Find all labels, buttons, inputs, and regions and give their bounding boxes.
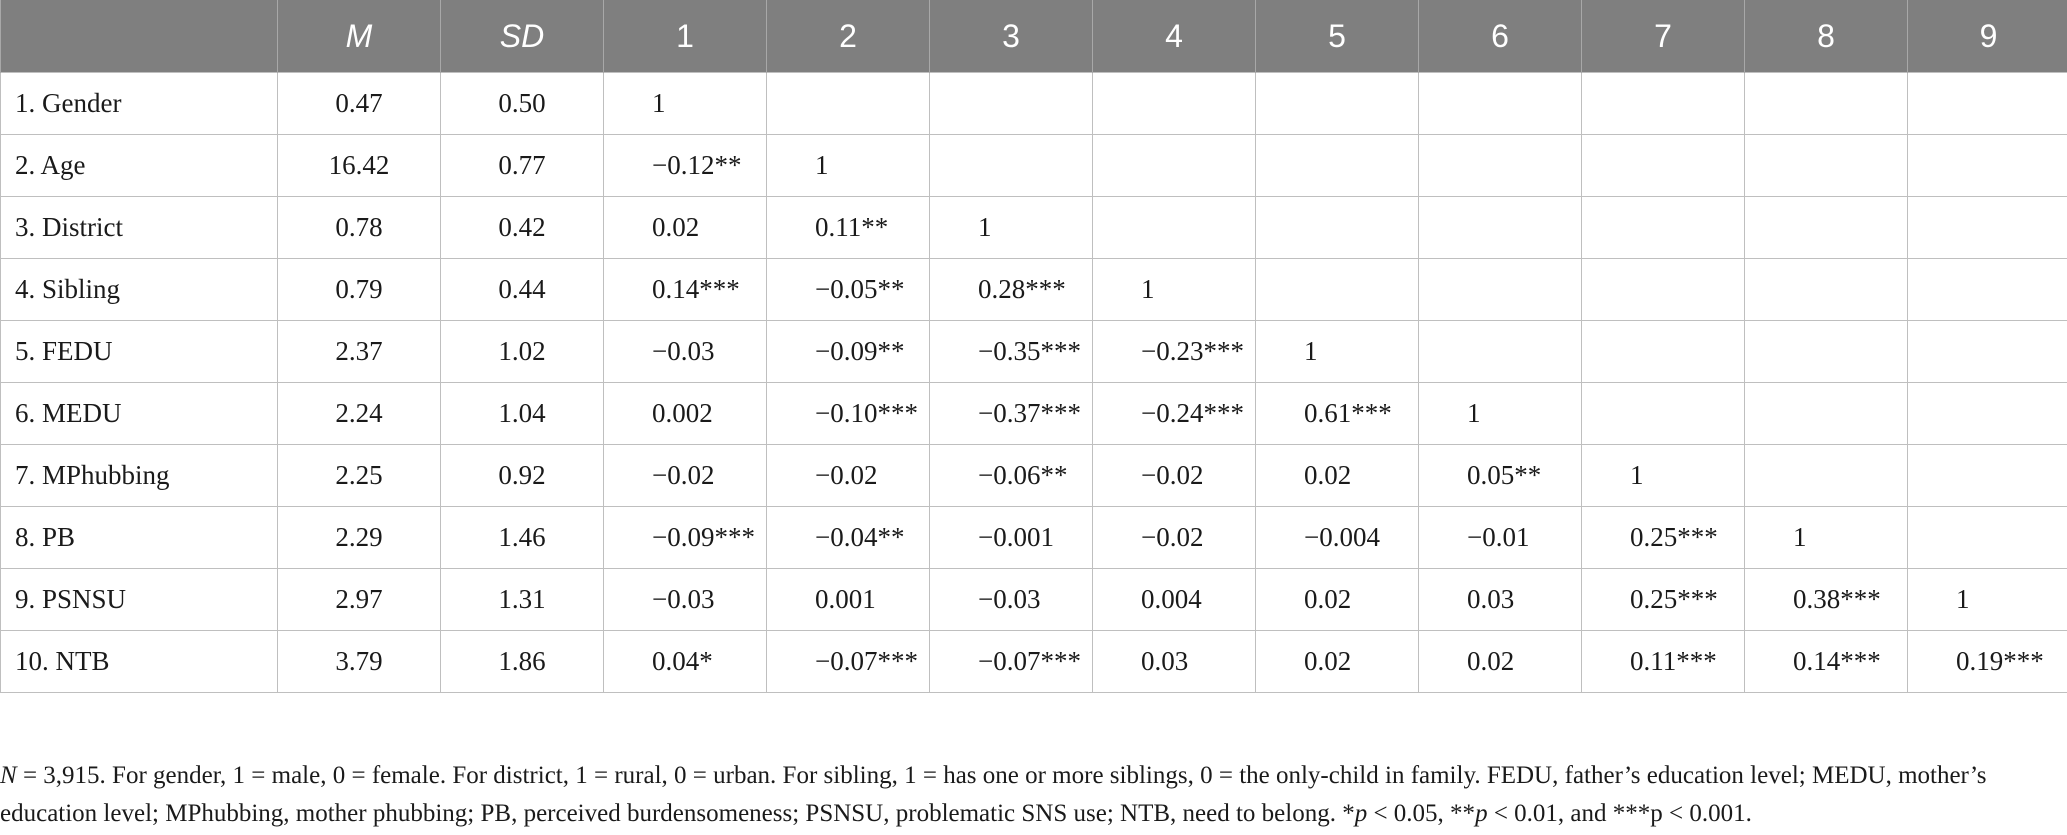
header-cell-4: 4	[1093, 0, 1256, 73]
correlation-cell: 1	[1093, 259, 1256, 321]
sd-value: 0.92	[441, 445, 604, 507]
table-note	[0, 757, 2067, 833]
correlation-cell: −0.03	[604, 569, 767, 631]
table-row	[1, 631, 2067, 693]
sd-value: 1.31	[441, 569, 604, 631]
correlation-cell: 0.11**	[767, 197, 930, 259]
correlation-cell	[1745, 73, 1908, 135]
correlation-cell	[1745, 445, 1908, 507]
correlation-cell: 1	[767, 135, 930, 197]
correlation-cell	[1419, 259, 1582, 321]
correlation-cell: 0.05**	[1419, 445, 1582, 507]
sd-value: 1.86	[441, 631, 604, 693]
note-line-1-text: = 3,915. For gender, 1 = male, 0 = female. For district, 1 = rural, 0 = urban. For sibling, 1 = has one or more siblings, 0 = the only-child in family. FEDU, father’s education level; MEDU, mother’s	[16, 762, 1987, 789]
correlation-cell	[1419, 197, 1582, 259]
correlation-cell	[1908, 383, 2067, 445]
mean-value: 2.24	[278, 383, 441, 445]
correlation-cell	[1908, 73, 2067, 135]
correlation-cell: 0.25***	[1582, 507, 1745, 569]
variable-label: 7. MPhubbing	[1, 445, 278, 507]
note-line-2-text: education level; MPhubbing, mother phubbing; PB, perceived burdensomeness; PSNSU, problematic SNS use; NTB, need to belong. *	[0, 800, 1355, 827]
correlation-cell: −0.02	[767, 445, 930, 507]
correlation-cell: 0.04*	[604, 631, 767, 693]
correlation-cell	[1582, 321, 1745, 383]
table-row	[1, 197, 2067, 259]
correlation-cell: 0.02	[1256, 631, 1419, 693]
correlation-cell: −0.35***	[930, 321, 1093, 383]
correlation-cell: 0.02	[1419, 631, 1582, 693]
correlation-cell	[1419, 321, 1582, 383]
sd-value: 0.42	[441, 197, 604, 259]
correlation-cell: −0.09**	[767, 321, 930, 383]
sd-value: 0.44	[441, 259, 604, 321]
correlation-cell	[1908, 197, 2067, 259]
correlation-cell	[1256, 259, 1419, 321]
correlation-cell	[1582, 135, 1745, 197]
correlation-cell: 0.28***	[930, 259, 1093, 321]
correlation-cell	[930, 135, 1093, 197]
note-p-symbol-2: p	[1475, 800, 1488, 827]
variable-label: 9. PSNSU	[1, 569, 278, 631]
correlation-cell: 0.03	[1419, 569, 1582, 631]
header-cell-variable	[1, 0, 278, 73]
variable-label: 4. Sibling	[1, 259, 278, 321]
correlation-cell	[1093, 135, 1256, 197]
correlation-cell: −0.07***	[930, 631, 1093, 693]
correlation-cell: −0.05**	[767, 259, 930, 321]
correlation-cell	[1256, 197, 1419, 259]
correlation-cell: −0.24***	[1093, 383, 1256, 445]
correlation-cell	[1908, 445, 2067, 507]
correlation-cell	[930, 73, 1093, 135]
correlation-cell: −0.01	[1419, 507, 1582, 569]
mean-value: 0.79	[278, 259, 441, 321]
sd-value: 1.02	[441, 321, 604, 383]
correlation-cell: 0.02	[1256, 445, 1419, 507]
correlation-cell: 1	[1908, 569, 2067, 631]
variable-label: 8. PB	[1, 507, 278, 569]
correlation-cell: 1	[1582, 445, 1745, 507]
correlation-cell	[1093, 197, 1256, 259]
correlation-cell: −0.04**	[767, 507, 930, 569]
correlation-cell: −0.03	[930, 569, 1093, 631]
correlation-cell: −0.001	[930, 507, 1093, 569]
note-threshold-2: < 0.01, and ***p < 0.001.	[1487, 800, 1752, 827]
mean-value: 0.78	[278, 197, 441, 259]
table-row	[1, 73, 2067, 135]
correlation-cell: 1	[604, 73, 767, 135]
correlation-cell: −0.03	[604, 321, 767, 383]
mean-value: 2.25	[278, 445, 441, 507]
note-line-2	[0, 795, 2067, 833]
table-row	[1, 135, 2067, 197]
header-cell-sd: SD	[441, 0, 604, 73]
mean-value: 2.29	[278, 507, 441, 569]
sd-value: 1.46	[441, 507, 604, 569]
correlation-cell	[1256, 135, 1419, 197]
correlation-cell	[1419, 135, 1582, 197]
mean-value: 2.37	[278, 321, 441, 383]
header-cell-8: 8	[1745, 0, 1908, 73]
correlation-cell: −0.09***	[604, 507, 767, 569]
variable-label: 2. Age	[1, 135, 278, 197]
correlation-cell	[1582, 259, 1745, 321]
sd-value: 1.04	[441, 383, 604, 445]
header-row	[1, 0, 2067, 73]
correlation-cell	[1093, 73, 1256, 135]
correlation-cell	[1908, 507, 2067, 569]
correlation-cell	[1908, 259, 2067, 321]
note-p-symbol-1: p	[1354, 800, 1368, 827]
correlation-cell: −0.004	[1256, 507, 1419, 569]
variable-label: 5. FEDU	[1, 321, 278, 383]
table-row	[1, 383, 2067, 445]
header-cell-2: 2	[767, 0, 930, 73]
correlation-cell	[1745, 197, 1908, 259]
sd-value: 0.50	[441, 73, 604, 135]
correlation-cell	[1745, 321, 1908, 383]
correlation-cell: −0.37***	[930, 383, 1093, 445]
mean-value: 0.47	[278, 73, 441, 135]
correlation-cell: 0.02	[604, 197, 767, 259]
correlation-cell	[1256, 73, 1419, 135]
correlation-cell	[1908, 321, 2067, 383]
table-row	[1, 321, 2067, 383]
correlation-cell: −0.02	[1093, 507, 1256, 569]
note-n-symbol: N	[0, 762, 17, 789]
correlation-cell: 0.25***	[1582, 569, 1745, 631]
correlation-cell: −0.12**	[604, 135, 767, 197]
note-threshold-1: < 0.05, **	[1367, 800, 1476, 827]
correlation-cell: −0.23***	[1093, 321, 1256, 383]
correlation-cell: −0.10***	[767, 383, 930, 445]
header-cell-9: 9	[1908, 0, 2067, 73]
header-cell-3: 3	[930, 0, 1093, 73]
mean-value: 3.79	[278, 631, 441, 693]
correlation-cell: 0.14***	[1745, 631, 1908, 693]
correlation-cell: 1	[1256, 321, 1419, 383]
correlation-cell	[1745, 135, 1908, 197]
note-line-1	[0, 757, 2067, 795]
correlation-cell: −0.02	[604, 445, 767, 507]
mean-value: 2.97	[278, 569, 441, 631]
correlation-cell: −0.06**	[930, 445, 1093, 507]
correlation-cell: 0.02	[1256, 569, 1419, 631]
correlation-cell: 1	[1745, 507, 1908, 569]
correlation-cell: −0.02	[1093, 445, 1256, 507]
correlation-cell: 0.14***	[604, 259, 767, 321]
correlation-cell	[1419, 73, 1582, 135]
table-row	[1, 259, 2067, 321]
correlation-cell	[1582, 73, 1745, 135]
header-cell-1: 1	[604, 0, 767, 73]
sd-value: 0.77	[441, 135, 604, 197]
header-cell-6: 6	[1419, 0, 1582, 73]
correlation-cell: 0.11***	[1582, 631, 1745, 693]
table-body	[1, 73, 2067, 693]
variable-label: 3. District	[1, 197, 278, 259]
variable-label: 10. NTB	[1, 631, 278, 693]
correlation-cell: 0.19***	[1908, 631, 2067, 693]
correlation-cell: 1	[930, 197, 1093, 259]
variable-label: 6. MEDU	[1, 383, 278, 445]
correlation-cell	[767, 73, 930, 135]
table-row	[1, 445, 2067, 507]
correlation-cell	[1745, 259, 1908, 321]
header-cell-7: 7	[1582, 0, 1745, 73]
correlation-cell: 0.004	[1093, 569, 1256, 631]
header-cell-mean: M	[278, 0, 441, 73]
variable-label: 1. Gender	[1, 73, 278, 135]
correlation-cell: −0.07***	[767, 631, 930, 693]
correlation-cell	[1745, 383, 1908, 445]
correlation-cell: 1	[1419, 383, 1582, 445]
table-row	[1, 569, 2067, 631]
table-row	[1, 507, 2067, 569]
correlation-cell	[1908, 135, 2067, 197]
correlation-cell: 0.38***	[1745, 569, 1908, 631]
correlation-cell: 0.001	[767, 569, 930, 631]
correlation-cell: 0.03	[1093, 631, 1256, 693]
correlation-cell	[1582, 197, 1745, 259]
mean-value: 16.42	[278, 135, 441, 197]
correlation-cell: 0.61***	[1256, 383, 1419, 445]
correlation-cell: 0.002	[604, 383, 767, 445]
header-cell-5: 5	[1256, 0, 1419, 73]
correlation-cell	[1582, 383, 1745, 445]
